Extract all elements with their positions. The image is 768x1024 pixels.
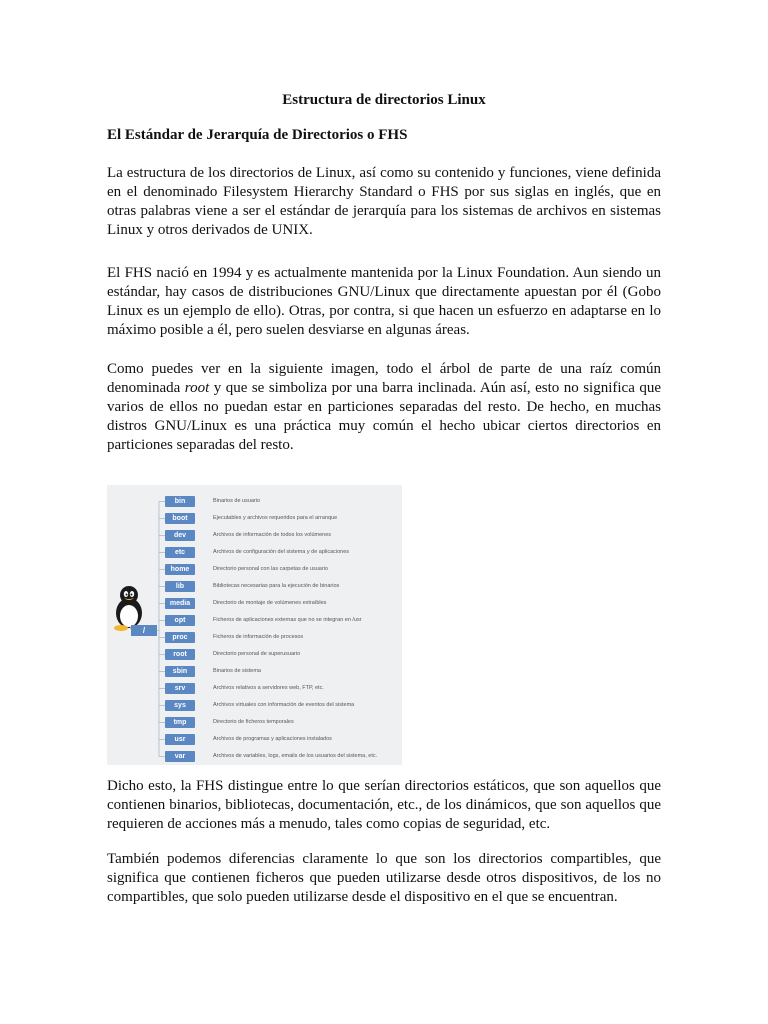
directory-description: Archivos relativos a servidores web, FTP, etc. <box>213 685 324 691</box>
directory-name-box: sbin <box>165 666 195 677</box>
directory-row <box>107 561 402 578</box>
directory-name-box: proc <box>165 632 195 643</box>
directory-row <box>107 612 402 629</box>
directory-description: Ficheros de información de procesos <box>213 634 304 640</box>
directory-row <box>107 510 402 527</box>
paragraph-static-dynamic: Dicho esto, la FHS distingue entre lo que serían directorios estáticos, que son aquellos que contienen binarios, bibliotecas, documentación, etc., de los dinámicos, que son aquellos que requieren de acciones más a menudo, tales como copias de seguridad, etc. <box>107 778 661 832</box>
directory-row <box>107 646 402 663</box>
directory-description: Ficheros de aplicaciones externas que no se integran en /usr <box>213 617 362 623</box>
root-term: root <box>184 380 210 396</box>
directory-row <box>107 680 402 697</box>
directory-name-box: etc <box>165 547 195 558</box>
directory-description: Directorio personal de superusuario <box>213 651 301 657</box>
directory-name-box: sys <box>165 700 195 711</box>
directory-name-box: dev <box>165 530 195 541</box>
directory-name-box: media <box>165 598 195 609</box>
directory-name-box: bin <box>165 496 195 507</box>
fhs-directory-diagram <box>107 485 402 765</box>
directory-description: Archivos de variables, logs, emails de los usuarios del sistema, etc. <box>213 753 378 759</box>
directory-name-box: lib <box>165 581 195 592</box>
paragraph-text: Como puedes ver en la siguiente imagen, todo el árbol de parte de una raíz común denominada <box>107 361 661 396</box>
paragraph-fhs-definition: La estructura de los directorios de Linux, así como su contenido y funciones, viene definida en el denominado Filesystem Hierarchy Standard o FHS por sus siglas en inglés, que en otras palabras viene a ser el estándar de jerarquía para los sistemas de archivos en sistemas Linux y otros derivados de UNIX. <box>107 165 661 238</box>
directory-row <box>107 595 402 612</box>
directory-description: Archivos de información de todos los volúmenes <box>213 532 332 538</box>
directory-description: Archivos de programas y aplicaciones instalados <box>213 736 332 742</box>
directory-description: Archivos de configuración del sistema y de aplicaciones <box>213 549 350 555</box>
directory-description: Directorio de montaje de volúmenes extraíbles <box>213 600 327 606</box>
directory-row <box>107 493 402 510</box>
paragraph-root-tree <box>107 360 661 455</box>
directory-row <box>107 748 402 765</box>
paragraph-text: y que se simboliza por una barra inclinada. Aún así, esto no significa que varios de ellos no puedan estar en particiones separadas del resto. De hecho, en muchas distros GNU/Linux es una práctica muy común el hecho ubicar ciertos directorios en particiones separadas del resto. <box>107 380 661 453</box>
directory-description: Directorio de ficheros temporales <box>213 719 294 725</box>
directory-name-box: root <box>165 649 195 660</box>
directory-row <box>107 578 402 595</box>
directory-description: Binarios de sistema <box>213 668 261 674</box>
directory-row <box>107 731 402 748</box>
directory-description: Bibliotecas necesarias para la ejecución de binarios <box>213 583 340 589</box>
directory-name-box: boot <box>165 513 195 524</box>
directory-name-box: var <box>165 751 195 762</box>
directory-description: Directorio personal con las carpetas de usuario <box>213 566 328 572</box>
document-title: Estructura de directorios Linux <box>282 92 486 108</box>
directory-row <box>107 697 402 714</box>
directory-name-box: home <box>165 564 195 575</box>
directory-description: Binarios de usuario <box>213 498 261 504</box>
directory-row <box>107 544 402 561</box>
directory-row <box>107 527 402 544</box>
directory-name-box: usr <box>165 734 195 745</box>
directory-row <box>107 714 402 731</box>
directory-description: Ejecutables y archivos requeridos para el arranque <box>213 515 338 521</box>
paragraph-fhs-history: El FHS nació en 1994 y es actualmente mantenida por la Linux Foundation. Aun siendo un estándar, hay casos de distribuciones GNU/Linux que directamente apuestan por él (Gobo Linux es un ejemplo de ello). Otras, por contra, si que hacen un esfuerzo en adaptarse en lo máximo posible a él, pero suelen desviarse en algunas áreas. <box>107 265 661 338</box>
section-heading: El Estándar de Jerarquía de Directorios o FHS <box>107 127 408 143</box>
paragraph-shareable: También podemos diferencias claramente lo que son los directorios compartibles, que significa que contienen ficheros que pueden utilizarse desde otros dispositivos, de los no compartibles, que solo pueden utilizarse desde el dispositivo en el que se encuentran. <box>107 851 661 905</box>
directory-row <box>107 629 402 646</box>
directory-description: Archivos virtuales con información de eventos del sistema <box>213 702 355 708</box>
directory-row <box>107 663 402 680</box>
directory-name-box: tmp <box>165 717 195 728</box>
root-directory-box: / <box>131 625 157 636</box>
directory-name-box: srv <box>165 683 195 694</box>
directory-name-box: opt <box>165 615 195 626</box>
